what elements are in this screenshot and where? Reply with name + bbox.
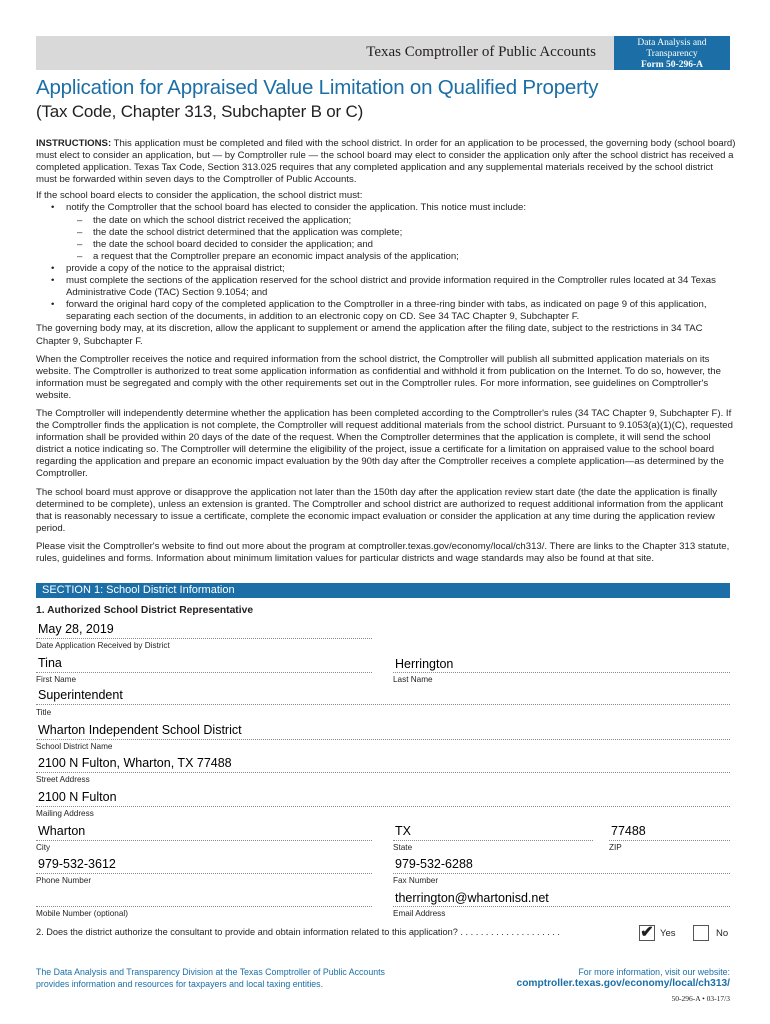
field-line [393,906,730,907]
list-item: – the date on which the school district received the application; [93,215,736,227]
instructions-block [36,138,736,565]
footer-description: The Data Analysis and Transparency Division at the Texas Comptroller of Public Accounts provides information and resources for taxpayers and local taxing entities. [36,967,385,989]
list-item: – a request that the Comptroller prepare an economic impact analysis of the application; [93,251,736,263]
form-code: 50-296-A • 03-17/3 [671,994,730,1003]
last-name-field[interactable]: Herrington [395,657,454,671]
fax-field[interactable]: 979-532-6288 [395,857,473,871]
no-checkbox[interactable] [693,925,709,941]
website-paragraph: Please visit the Comptroller's website to find out more about the program at comptroller.texas.gov/economy/local/ch313/. There are links to the Chapter 313 statute, rules, guidelines and forms. Information about minimum limitation values for particular districts and wage standards may also be found at that site. [36,540,730,564]
field-line [36,672,372,673]
mobile-label: Mobile Number (optional) [36,909,128,918]
mailing-address-field[interactable]: 2100 N Fulton [38,790,117,804]
field-line [36,806,730,807]
phone-field[interactable]: 979-532-3612 [38,857,116,871]
if-elects-text: If the school board elects to consider the application, the school district must: [36,190,363,202]
yes-checkbox[interactable] [639,925,655,941]
instructions-intro: INSTRUCTIONS: This application must be completed and filed with the school district. In order for an application to be processed, the governing body (school board) must elect to consider an application, but — by Comptroller rule — the school board may elect to consider the application only after the school district has received a completed application. Texas Tax Code, Section 313.025 requires that any completed application and any supplemental materials received by the school district must be forwarded within seven days to the Comptroller of Public Accounts. [36,138,736,186]
badge-line-1: Data Analysis and [637,38,707,48]
street-address-label: Street Address [36,775,90,784]
street-address-field[interactable]: 2100 N Fulton, Wharton, TX 77488 [38,756,232,770]
approval-paragraph: The school board must approve or disapprove the application not later than the 150th day after the application review start date (the date the application is finally determined to be complete), unless an extension is granted. The Comptroller and school district are authorized to request additional information from the applicant that is reasonably necessary to issue a certificate, complete the economic impact evaluation or consider the application at any time during the application review period. [36,486,724,534]
field-line [393,873,730,874]
email-field[interactable]: therrington@whartonisd.net [395,891,549,905]
title-field[interactable]: Superintendent [38,688,123,702]
field-line [36,772,730,773]
date-received-label: Date Application Received by District [36,641,170,650]
date-received-field[interactable]: May 28, 2019 [38,622,114,636]
list-item: • must complete the sections of the application reserved for the school district and provide information required in the Comptroller rules located at 34 Texas Administrative Code (TAC) Section 9.1054; and [66,275,736,299]
first-name-label: First Name [36,675,77,684]
first-name-field[interactable]: Tina [38,656,62,670]
mailing-address-label: Mailing Address [36,809,94,818]
district-name-field[interactable]: Wharton Independent School District [38,723,242,737]
form-badge [614,36,730,70]
page-title: Application for Appraised Value Limitation on Qualified Property [36,76,599,99]
city-label: City [36,843,51,852]
list-item: • forward the original hard copy of the completed application to the Comptroller in a three-ring binder with tabs, as indicated on page 9 of this application, separating each section of the documents, in addition to an electronic copy on CD. See 34 TAC Chapter 9, Subchapter F. [66,299,736,323]
field-line [36,739,730,740]
footer-info [517,966,730,990]
list-item: – the date the school board decided to consider the application; and [93,239,736,251]
fax-label: Fax Number [393,876,439,885]
state-label: State [393,843,413,852]
list-item: • provide a copy of the notice to the appraisal district; [66,263,736,275]
agency-name: Texas Comptroller of Public Accounts [366,44,596,60]
form-number: Form 50-296-A [641,60,703,70]
field-line [609,840,730,841]
field-line [36,906,372,907]
city-field[interactable]: Wharton [38,824,86,838]
footer-website-link[interactable]: comptroller.texas.gov/economy/local/ch313/ [516,978,730,989]
field-line [393,672,730,673]
consultant-question: 2. Does the district authorize the consultant to provide and obtain information related to this application? . . . . . . . . . . . . . . . . . . . . [36,927,560,937]
email-label: Email Address [393,909,446,918]
authorized-rep-heading: 1. Authorized School District Representative [36,605,254,616]
section-1-header: SECTION 1: School District Information [36,583,730,598]
district-name-label: School District Name [36,742,113,751]
last-name-label: Last Name [393,675,433,684]
list-item: • notify the Comptroller that the school board has elected to consider the application. This notice must include: – the date on which the school district received the application; – the date the school district determined that the application was complete; – the date the school board decided to consider the application; and – a request that the Comptroller prepare an economic impact analysis of the application; [66,202,736,262]
list-item: – the date the school district determined that the application was complete; [93,227,736,239]
no-label: No [716,928,729,939]
header-bar [36,36,614,70]
determination-paragraph: The Comptroller will independently determine whether the application has been completed according to the Comptroller's rules (34 TAC Chapter 9, Subchapter F). If the Comptroller finds the application is not complete, the Comptroller will request additional materials from the school district. Pursuant to 9.1053(a)(1)(C), requested information shall be provided within 20 days of the date of the request. When the Comptroller determines that the application is complete, it will send the school district a notice indicating so. The Comptroller will determine the eligibility of the project, issue a certificate for a limitation on appraised value to the school board regarding the application and prepare an economic impact evaluation by the 90th day after the Comptroller receives a complete application—as determined by the Comptroller. [36,407,733,480]
yes-label: Yes [660,928,676,939]
publication-paragraph: When the Comptroller receives the notice and required information from the school district, the Comptroller will publish all submitted application materials on its website. The Comptroller is authorized to treat some application information as confidential and withhold it from publication on the Internet. To do so, however, the information must be segregated and comply with the other requirements set out in the Comptroller rules. For more information, see guidelines on Comptroller's website. [36,353,721,401]
page-subtitle: (Tax Code, Chapter 313, Subchapter B or C) [36,102,364,121]
zip-field[interactable]: 77488 [611,824,646,838]
check-icon: ✔ [640,924,654,941]
notice-list [66,215,736,263]
field-line [36,840,372,841]
footer-more-info: For more information, visit our website: [578,967,730,977]
zip-label: ZIP [609,843,622,852]
field-line [393,840,593,841]
state-field[interactable]: TX [395,824,411,838]
badge-line-2: Transparency [646,49,698,59]
field-line [36,873,372,874]
title-label: Title [36,708,52,717]
phone-label: Phone Number [36,876,92,885]
governing-body-text: The governing body may, at its discretion, allow the applicant to supplement or amend the application after the filing date, subject to the restrictions in 34 TAC Chapter 9, Subchapter F. [36,323,703,347]
requirements-list [36,202,736,323]
field-line [36,704,730,705]
field-line [36,638,372,639]
